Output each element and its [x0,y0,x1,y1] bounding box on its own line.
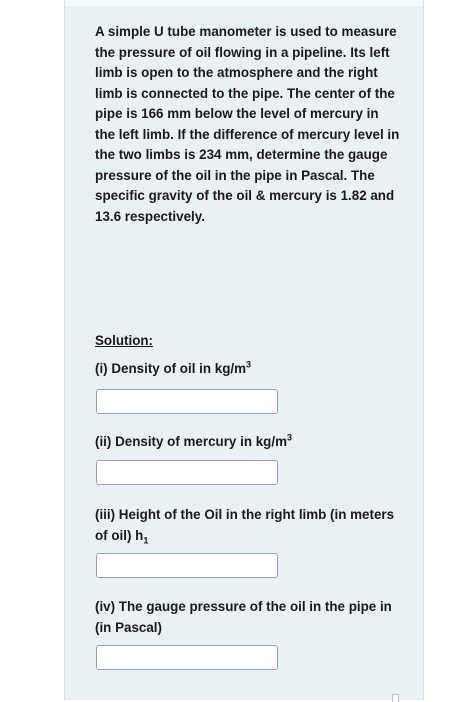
scroll-marker-icon [392,694,399,702]
solution-title: Solution: [95,333,154,348]
card-top-strip [65,0,423,6]
part-1-label: (i) Density of oil in $kg/m^3$ [95,359,252,376]
part-2-superscript: 3 [286,432,292,443]
question-card [64,0,424,700]
answer-input-height-oil[interactable] [96,553,278,578]
answer-input-density-oil[interactable] [96,389,278,414]
answer-input-density-mercury[interactable] [96,460,278,485]
part-3-subscript: 1 [143,535,149,546]
part-3-label: (iii) Height of the Oil in the right limb (in meters of oil) $h_1$ [95,507,395,546]
part-2-label: (ii) Density of mercury in $kg/m^3$ [95,432,292,449]
answer-input-gauge-pressure[interactable] [96,645,278,670]
part-4-label: (iv) The gauge pressure of the oil in the pipe in (in Pascal) [95,599,392,635]
question-text: A simple U tube manometer is used to measure the pressure of oil flowing in a pipeline. Its left limb is open to the atmosphere and the right limb is connected to the pipe. The center of the pipe is 166 mm below the level of mercury in the left limb. If the difference of mercury level in the two limbs is 234 mm, determine the gauge pressure of the oil in the pipe in Pascal. The specific gravity of the oil & mercury is 1.82 and 13.6 respectively. [95,24,400,224]
part-1-superscript: 3 [246,359,252,370]
